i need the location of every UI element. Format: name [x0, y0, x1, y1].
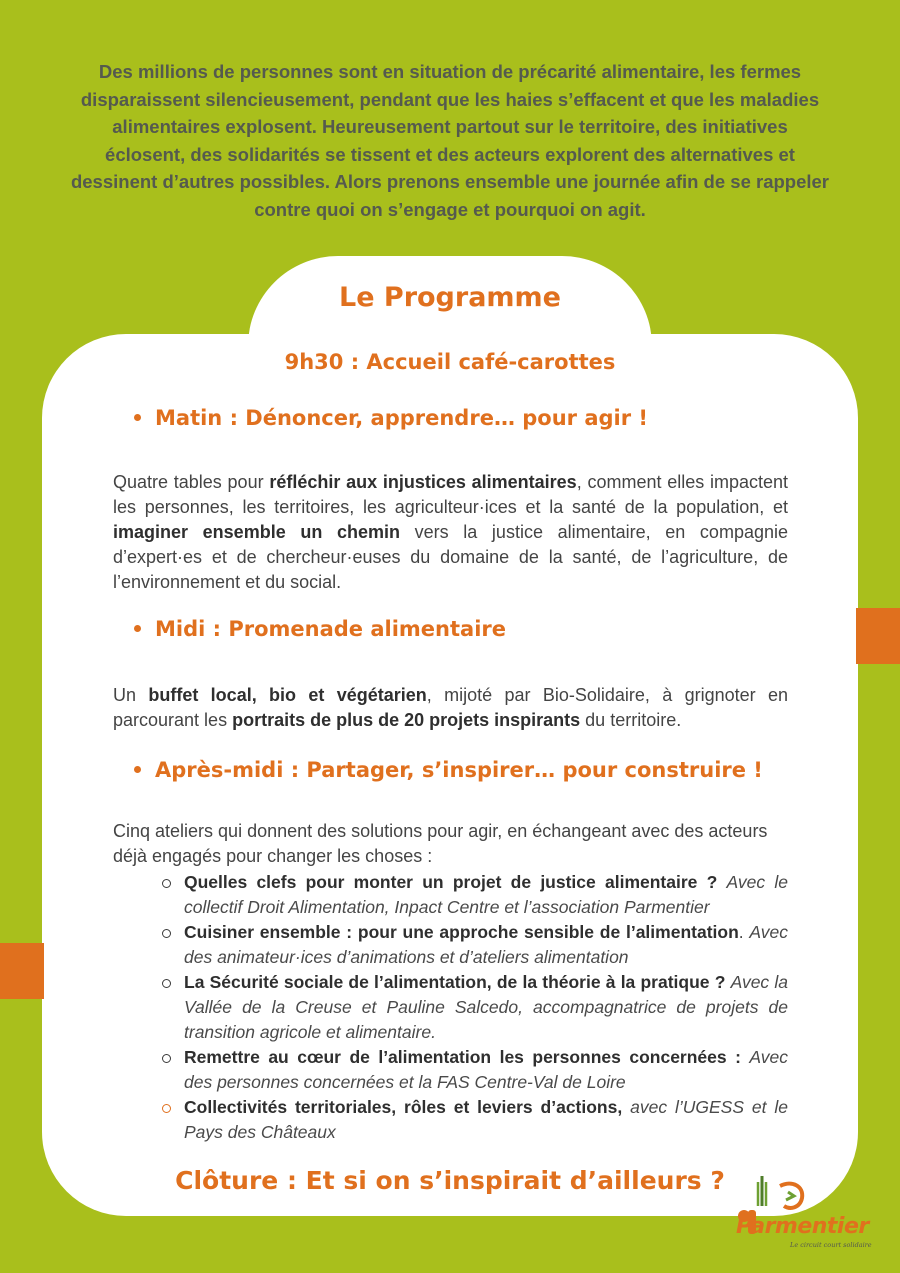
- morning-heading-text: Matin : Dénoncer, apprendre… pour agir !: [155, 406, 648, 430]
- circle-bullet-icon: [162, 1054, 171, 1063]
- afternoon-heading-text: Après-midi : Partager, s’inspirer… pour construire !: [155, 758, 763, 782]
- list-item: Cuisiner ensemble : pour une approche sensible de l’alimentation. Avec des animateur·ices d’animations et d’ateliers alimentation: [160, 920, 788, 970]
- circle-bullet-icon: [162, 1104, 171, 1113]
- list-item: Quelles clefs pour monter un projet de justice alimentaire ? Avec le collectif Droit Alimentation, Inpact Centre et l’association Parmentier: [160, 870, 788, 920]
- bullet-icon: [134, 625, 141, 632]
- logo-wordmark: Parmentier: [736, 1214, 869, 1239]
- list-item: Remettre au cœur de l’alimentation les personnes concernées : Avec des personnes concernées et la FAS Centre-Val de Loire: [160, 1045, 788, 1095]
- circle-bullet-icon: [162, 979, 171, 988]
- morning-bold-1: réfléchir aux injustices alimentaires: [269, 472, 577, 492]
- list-item: La Sécurité sociale de l’alimentation, de la théorie à la pratique ? Avec la Vallée de la Creuse et Pauline Salcedo, accompagnatrice de projets de transition agricole et alimentaire.: [160, 970, 788, 1045]
- morning-heading: [134, 406, 648, 430]
- workshop-list: [160, 870, 788, 1145]
- noon-bold-1: buffet local, bio et végétarien: [148, 685, 427, 705]
- bullet-icon: [134, 414, 141, 421]
- bullet-icon: [134, 766, 141, 773]
- circle-bullet-icon: [162, 879, 171, 888]
- logo-tagline: Le circuit court solidaire: [790, 1241, 872, 1249]
- morning-bold-2: imaginer ensemble un chemin: [113, 522, 400, 542]
- noon-heading: [134, 617, 506, 641]
- noon-paragraph: Un buffet local, bio et végétarien, mijoté par Bio-Solidaire, à grignoter en parcourant les portraits de plus de 20 projets inspirants du territoire.: [113, 685, 788, 730]
- circle-bullet-icon: [162, 929, 171, 938]
- closing-heading: Clôture : Et si on s’inspirait d’ailleurs ?: [175, 1166, 725, 1195]
- noon-bold-2: portraits de plus de 20 projets inspirants: [232, 710, 581, 730]
- program-title: Le Programme: [338, 282, 561, 313]
- decorative-side-tab-left: [0, 943, 44, 999]
- welcome-time: 9h30 : Accueil café-carottes: [284, 350, 616, 374]
- decorative-side-tab-right: [856, 608, 900, 664]
- noon-heading-text: Midi : Promenade alimentaire: [155, 617, 507, 641]
- afternoon-heading: [134, 758, 763, 782]
- morning-paragraph: Quatre tables pour réfléchir aux injustices alimentaires, comment elles impactent les personnes, les territoires, les agriculteur·ices et la santé de la population, et imaginer ensemble un chemin vers la justice alimentaire, en compagnie d’expert·es et de chercheur·euses du domaine de la santé, de l’agriculture, de l’environnement et du social.: [113, 472, 789, 592]
- list-item: Collectivités territoriales, rôles et leviers d’actions, avec l’UGESS et le Pays des Châteaux: [160, 1095, 788, 1145]
- intro-paragraph: Des millions de personnes sont en situation de précarité alimentaire, les fermes disparaissent silencieusement, pendant que les haies s’effacent et que les maladies alimentaires explosent. Heureusement partout sur le territoire, des initiatives éclosent, des solidarités se tissent et des acteurs explorent des alternatives et dessinent d’autres possibles. Alors prenons ensemble une journée afin de se rappeler contre quoi on s’engage et pourquoi on agit.: [70, 61, 830, 220]
- afternoon-intro: Cinq ateliers qui donnent des solutions pour agir, en échangeant avec des acteurs déjà engagés pour changer les choses :: [113, 821, 768, 866]
